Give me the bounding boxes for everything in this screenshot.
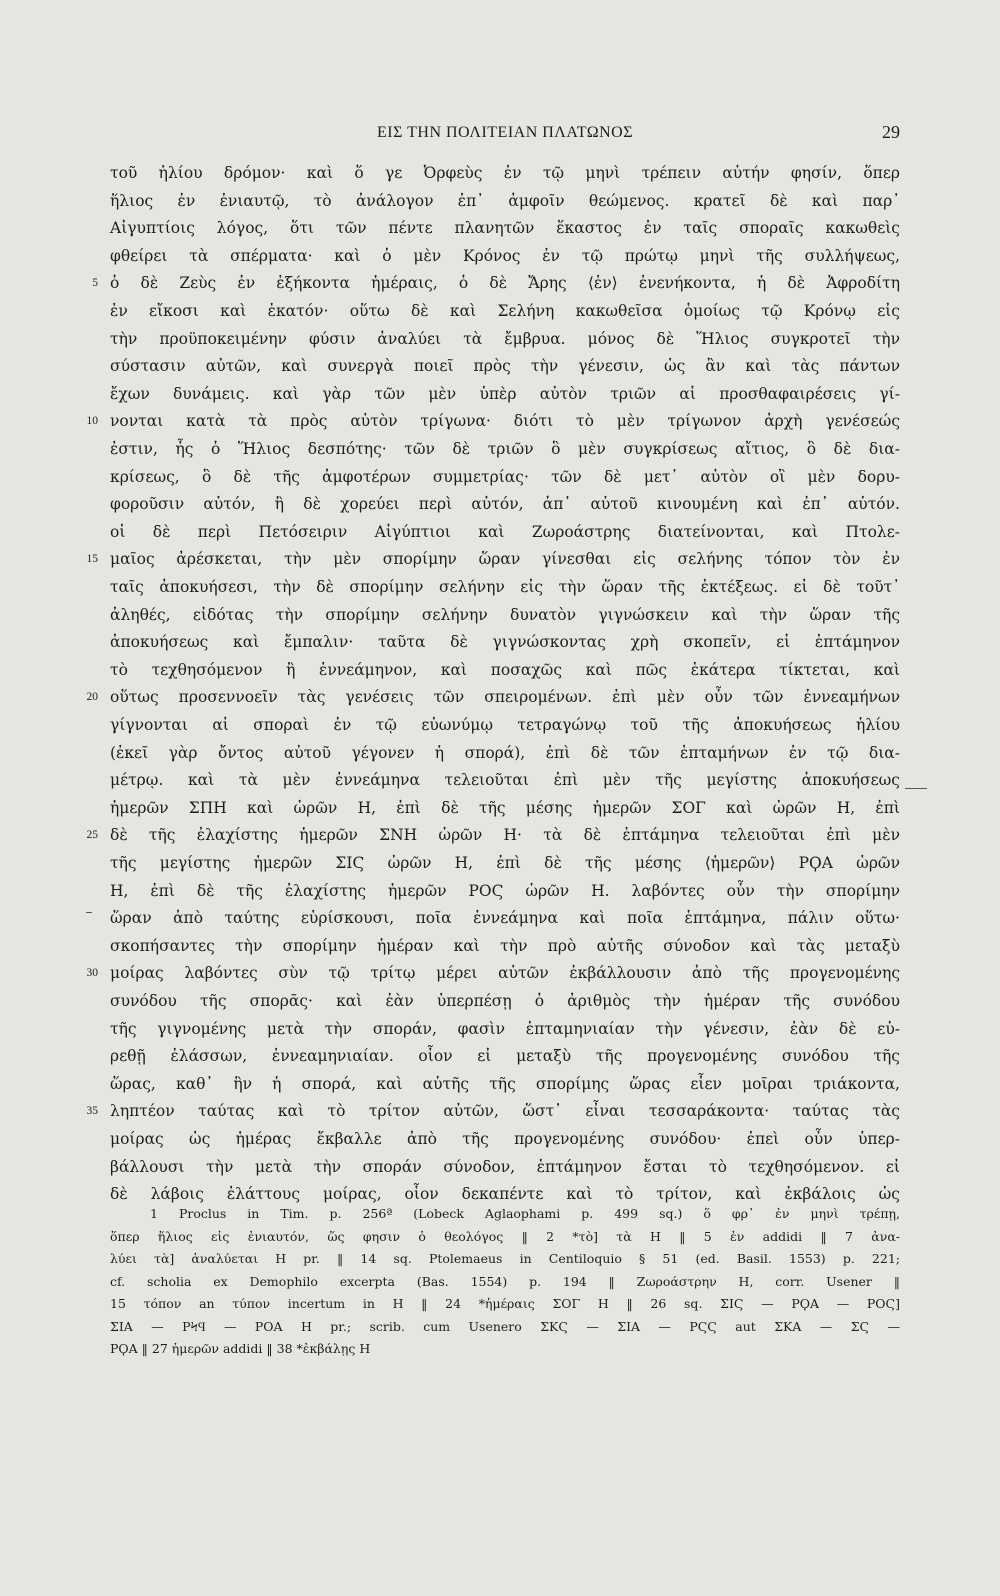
text-line: τῆς μεγίστης ἡμερῶν ΣΙϚ ὡρῶν Η, ἐπὶ δὲ τῆς μέσης ⟨ἡμερῶν⟩ ΡϘΑ ὡρῶν — [110, 854, 900, 872]
line-number — [76, 710, 98, 740]
line-number — [76, 186, 98, 216]
text-line: βάλλουσι τὴν μετὰ τὴν σποράν σύνοδον, ἑπτάμηνον ἔσται τὸ τεχθησόμενον. εἰ — [110, 1157, 900, 1176]
text-line: δὲ τῆς ἐλαχίστης ἡμερῶν ΣΝΗ ὡρῶν Η· τὰ δὲ ἑπτάμηνα τελειοῦται ἐπὶ μὲν — [110, 826, 900, 845]
text-line: τὴν προϋποκειμένην φύσιν ἀναλύει τὰ ἔμβρυα. μόνος δὲ Ἥλιος συγκροτεῖ τὴν — [110, 329, 900, 348]
text-line: Η, ἐπὶ δὲ τῆς ἐλαχίστης ἡμερῶν ΡΟϚ ὡρῶν Η. λαβόντες οὖν τὴν σπορίμην — [110, 881, 900, 900]
text-line: γίγνονται αἱ σποραὶ ἐν τῷ εὐωνύμῳ τετραγώνῳ τοῦ τῆς ἀποκυήσεως ἡλίου — [110, 716, 900, 734]
text-line: ἡμερῶν ΣΠΗ καὶ ὡρῶν Η, ἐπὶ δὲ τῆς μέσης ἡμερῶν ΣΟΓ καὶ ὡρῶν Η, ἐπὶ — [110, 798, 900, 817]
apparatus-line: 1 Proclus in Tim. p. 256ª (Lobeck Aglaophami p. 499 sq.) ὅ φρ᾽ ἐν μηνὶ τρέπῃ, — [150, 1206, 900, 1221]
apparatus-line: ΣΙΑ — ΡϞϤ — ΡΟΑ H pr.; scrib. cum Usenero ΣΚϚ — ΣΙΑ — ΡϚϚ aut ΣΚΑ — ΣϚ — — [110, 1318, 900, 1334]
line-number — [76, 627, 98, 657]
text-line: ὥραν ἀπὸ ταύτης εὑρίσκουσι, ποῖα ἐννεάμηνα καὶ ποῖα ἑπτάμηνα, πάλιν οὕτω· — [110, 909, 900, 928]
line-number — [76, 1179, 98, 1209]
line-number — [76, 876, 98, 906]
line-number — [76, 351, 98, 381]
text-line: ταῖς ἀποκυήσεσι, τὴν δὲ σπορίμην σελήνην εἰς τὴν ὥραν τῆς ἐκτέξεως. εἰ δὲ τοῦτ᾽ — [110, 578, 900, 596]
line-number — [76, 1152, 98, 1182]
text-line: Αἰγυπτίοις λόγος, ὅτι τῶν πέντε πλανητῶν ἕκαστος ἐν ταῖς σποραῖς κακωθεὶς — [110, 219, 900, 238]
line-number — [76, 1069, 98, 1099]
line-number — [76, 793, 98, 823]
line-number — [76, 903, 98, 933]
line-number — [76, 296, 98, 326]
line-number — [76, 462, 98, 492]
apparatus-line: 15 τόπον an τύπον incertum in H ‖ 24 *ἡμέραις ΣΟΓ H ‖ 26 sq. ΣΙϚ — ΡϘΑ — ΡΟϚ] — [110, 1296, 900, 1311]
line-number: 5 — [92, 277, 98, 290]
text-line: σύστασιν αὐτῶν, καὶ συνεργὰ ποιεῖ πρὸς τὴν γένεσιν, ὡς ἂν καὶ τὰς πάντων — [110, 357, 900, 376]
apparatus-line: ΡϘΑ ‖ 27 ἡμερῶν addidi ‖ 38 *ἐκβάλῃς H — [110, 1341, 371, 1356]
text-line: τῆς γιγνομένης μετὰ τὴν σποράν, φασὶν ἑπταμηνιαίαν τὴν γένεσιν, ἐὰν δὲ εὑ- — [110, 1019, 900, 1038]
line-number — [76, 324, 98, 354]
text-line: ἀληθές, εἰδότας τὴν σπορίμην σελήνην δυνατὸν γιγνώσκειν καὶ τὴν ὥραν τῆς — [110, 605, 900, 624]
line-number — [76, 600, 98, 630]
line-number: 30 — [86, 967, 98, 980]
line-number — [76, 213, 98, 243]
line-number — [76, 158, 98, 188]
text-line: ὥρας, καθ᾽ ἣν ἡ σπορά, καὶ αὐτῆς τῆς σπορίμης ὥρας εἶεν μοῖραι τριάκοντα, — [110, 1074, 900, 1093]
text-line: (ἐκεῖ γὰρ ὄντος αὐτοῦ γέγονεν ἡ σπορά), ἐπὶ δὲ τῶν ἑπταμήνων ἐν τῷ δια- — [110, 743, 900, 762]
line-number — [76, 738, 98, 768]
text-line: ἔχων δυνάμεις. καὶ γὰρ τῶν μὲν ὑπὲρ αὐτὸν τριῶν αἱ προσθαφαιρέσεις γί- — [110, 384, 900, 403]
line-number — [76, 241, 98, 271]
text-line: ρεθῇ ἐλάσσων, ἐννεαμηνιαίαν. οἷον εἰ μεταξὺ τῆς προγενομένης συνόδου τῆς — [110, 1047, 900, 1066]
line-number: 10 — [86, 415, 98, 428]
text-line: ὁ δὲ Ζεὺς ἐν ἑξήκοντα ἡμέραις, ὁ δὲ Ἄρης ⟨ἐν⟩ ἐνενήκοντα, ἡ δὲ Ἀφροδίτη — [110, 274, 900, 293]
line-number — [76, 931, 98, 961]
text-line: κρίσεως, ὃ δὲ τῆς ἀμφοτέρων συμμετρίας· τῶν δὲ μετ᾽ αὐτὸν οἳ μὲν δορυ- — [110, 467, 900, 486]
text-line: ληπτέον ταύτας καὶ τὸ τρίτον αὐτῶν, ὥστ᾽ εἶναι τεσσαράκοντα· ταύτας τὰς — [110, 1102, 900, 1121]
line-number — [76, 379, 98, 409]
text-line: σκοπήσαντες τὴν σπορίμην ἡμέραν καὶ τὴν πρὸ αὐτῆς σύνοδον καὶ τὰς μεταξὺ — [110, 936, 900, 955]
line-number — [76, 848, 98, 878]
line-number — [76, 986, 98, 1016]
text-line: μέτρῳ. καὶ τὰ μὲν ἐννεάμηνα τελειοῦται ἐπὶ μὲν τῆς μεγίστης ἀποκυήσεως — [110, 771, 900, 790]
text-line: συνόδου τῆς σπορᾶς· καὶ ἐὰν ὑπερπέσῃ ὁ ἀριθμὸς τὴν ἡμέραν τῆς συνόδου — [110, 992, 900, 1010]
text-line: φοροῦσιν αὐτόν, ἣ δὲ χορεύει περὶ αὐτόν, ἀπ᾽ αὐτοῦ κινουμένη καὶ ἐπ᾽ αὐτόν. — [110, 495, 900, 514]
line-number — [76, 655, 98, 685]
line-number: 15 — [86, 553, 98, 566]
line-number — [76, 572, 98, 602]
text-line: ἥλιος ἐν ἐνιαυτῷ, τὸ ἀνάλογον ἐπ᾽ ἀμφοῖν θεώμενος. κρατεῖ δὲ καὶ παρ᾽ — [110, 191, 900, 210]
text-line: ἐν εἴκοσι καὶ ἑκατόν· οὕτω δὲ καὶ Σελήνη κακωθεῖσα ὁμοίως τῷ Κρόνῳ εἰς — [110, 302, 900, 320]
text-line: τὸ τεχθησόμενον ἢ ἐννεάμηνον, καὶ ποσαχῶς καὶ πῶς ἑκάτερα τίκτεται, καὶ — [110, 660, 900, 679]
margin-mark — [86, 912, 92, 913]
apparatus-line: λύει τὰ] ἀναλύεται H pr. ‖ 14 sq. Ptolemaeus in Centiloquio § 51 (ed. Basil. 1553) p. 221; — [110, 1251, 900, 1266]
line-number — [76, 489, 98, 519]
line-number — [76, 434, 98, 464]
line-number — [76, 1041, 98, 1071]
running-head — [110, 124, 900, 150]
text-line: νονται κατὰ τὰ πρὸς αὐτὸν τρίγωνα· διότι τὸ μὲν τρίγωνον ἀρχὴ γενέσεώς — [110, 412, 900, 431]
apparatus-line: cf. scholia ex Demophilo excerpta (Bas. 1554) p. 194 ‖ Ζωροάστρην H, corr. Usener ‖ — [110, 1273, 900, 1289]
line-number — [76, 765, 98, 795]
text-line: ἐστιν, ἧς ὁ Ἥλιος δεσπότης· τῶν δὲ τριῶν ὃ μὲν συγκρίσεως αἴτιος, ὃ δὲ δια- — [110, 440, 900, 458]
text-line: μοίρας λαβόντες σὺν τῷ τρίτῳ μέρει αὐτῶν ἐκβάλλουσιν ἀπὸ τῆς προγενομένης — [110, 964, 900, 983]
text-line: δὲ λάβοις ἐλάττους μοίρας, οἷον δεκαπέντε καὶ τὸ τρίτον, καὶ ἐκβάλοις ὡς — [110, 1185, 900, 1204]
line-number — [76, 1014, 98, 1044]
text-line: μοίρας ὡς ἡμέρας ἔκβαλλε ἀπὸ τῆς προγενομένης συνόδου· ἐπεὶ οὖν ὑπερ- — [110, 1130, 900, 1148]
line-number — [76, 1124, 98, 1154]
line-number — [76, 517, 98, 547]
running-title: ΕΙΣ ΤΗΝ ΠΟΛΙΤΕΙΑΝ ΠΛΑΤΩΝΟΣ — [376, 124, 633, 141]
text-line: οὕτως προσεννοεῖν τὰς γενέσεις τῶν σπειρομένων. ἐπὶ μὲν οὖν τῶν ἐννεαμήνων — [110, 688, 900, 707]
text-line: φθείρει τὰ σπέρματα· καὶ ὁ μὲν Κρόνος ἐν τῷ πρώτῳ μηνὶ τῆς συλλήψεως, — [110, 246, 900, 265]
text-line: ἀποκυήσεως καὶ ἔμπαλιν· ταῦτα δὲ γιγνώσκοντας χρὴ σκοπεῖν, εἰ ἑπτάμηνον — [110, 633, 900, 652]
line-number: 35 — [86, 1105, 98, 1118]
apparatus-line: ὅπερ ἥλιος εἰς ἐνιαυτόν, ὥς φησιν ὁ θεολόγος ‖ 2 *τὸ] τὰ H ‖ 5 ἐν addidi ‖ 7 ἀνα- — [110, 1228, 900, 1244]
margin-mark — [905, 788, 927, 789]
text-line: οἱ δὲ περὶ Πετόσειριν Αἰγύπτιοι καὶ Ζωροάστρης διατείνονται, καὶ Πτολε- — [110, 522, 900, 541]
text-line: τοῦ ἡλίου δρόμον· καὶ ὅ γε Ὀρφεὺς ἐν τῷ μηνὶ τρέπειν αὐτήν φησίν, ὅπερ — [110, 164, 900, 182]
line-number: 25 — [86, 829, 98, 842]
text-line: μαῖος ἀρέσκεται, τὴν μὲν σπορίμην ὥραν γίνεσθαι εἰς σελήνης τόπον τὸν ἐν — [110, 550, 900, 569]
page-number: 29 — [882, 122, 900, 142]
line-number: 20 — [86, 691, 98, 704]
